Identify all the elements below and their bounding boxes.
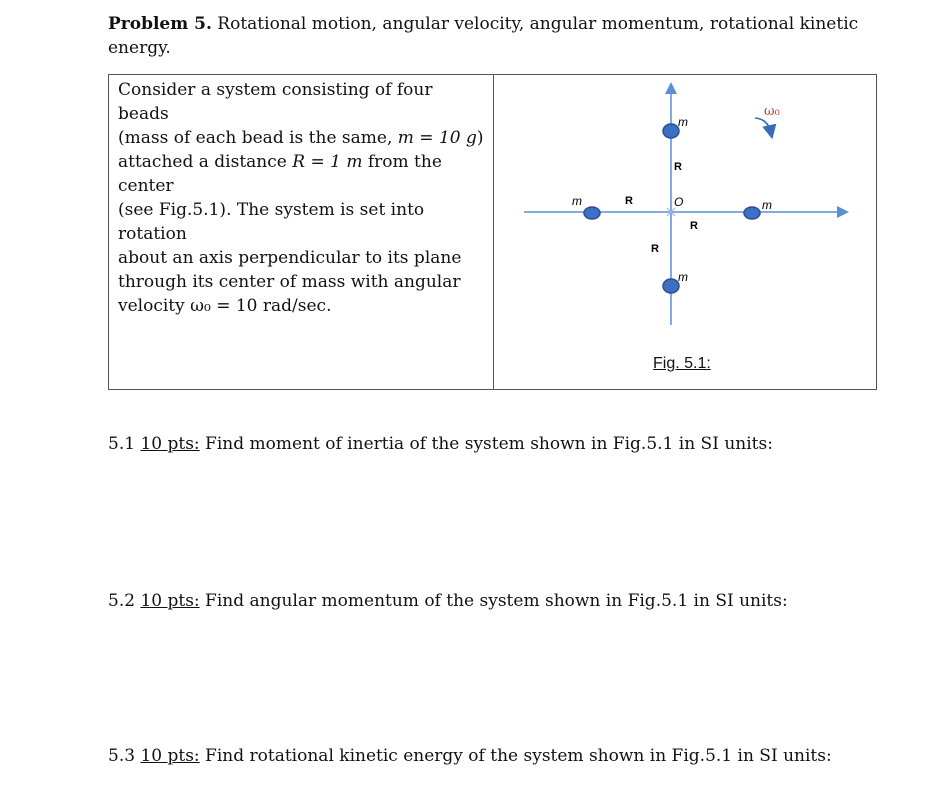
question-points: 10 pts: [140,434,200,454]
problem-label: Problem 5. [108,14,212,34]
problem-description [109,75,494,389]
description-line: Consider a system consisting of four beads [118,80,433,124]
description-line: attached a distance R = 1 m from the center [118,152,442,196]
figure-cell [494,75,876,389]
description-line: (mass of each bead is the same, m = 10 g) [118,128,484,148]
bead-right [744,207,760,219]
omega-label: ω₀ [764,104,780,119]
description-line: through its center of mass with angular [118,272,461,292]
mass-label-bottom: m [678,270,688,284]
question-5-1 [108,432,773,456]
problem-topic: Rotational motion, angular velocity, angular momentum, rotational kinetic energy. [108,14,859,58]
question-number: 5.2 [108,591,136,611]
mass-label-top: m [678,115,688,129]
radius-label-right: R [690,220,698,232]
rotating-beads-diagram [494,75,877,389]
bead-left [584,207,600,219]
description-line: (see Fig.5.1). The system is set into rotation [118,200,425,244]
origin-label: O [674,195,684,209]
question-5-3 [108,744,832,768]
mass-label-right: m [762,198,772,212]
radius-label-left: R [625,195,633,207]
question-5-2 [108,589,788,613]
bead-bottom [663,279,679,293]
question-text: Find angular momentum of the system shown in Fig.5.1 in SI units: [199,591,788,611]
question-number: 5.1 [108,434,136,454]
description-line: velocity ω₀ = 10 rad/sec. [118,296,332,316]
question-points: 10 pts: [140,591,200,611]
question-text: Find moment of inertia of the system shown in Fig.5.1 in SI units: [199,434,773,454]
question-number: 5.3 [108,746,136,766]
radius-label-bottom: R [651,243,659,255]
problem-header [108,12,878,60]
figure-caption: Fig. 5.1: [653,355,711,372]
question-text: Find rotational kinetic energy of the system shown in Fig.5.1 in SI units: [199,746,832,766]
problem-table [108,74,877,390]
description-line: about an axis perpendicular to its plane [118,248,462,268]
question-points: 10 pts: [140,746,200,766]
rotation-arrow-icon [755,118,771,133]
mass-label-left: m [572,194,582,208]
radius-label-top: R [674,161,682,173]
bead-top [663,124,679,138]
